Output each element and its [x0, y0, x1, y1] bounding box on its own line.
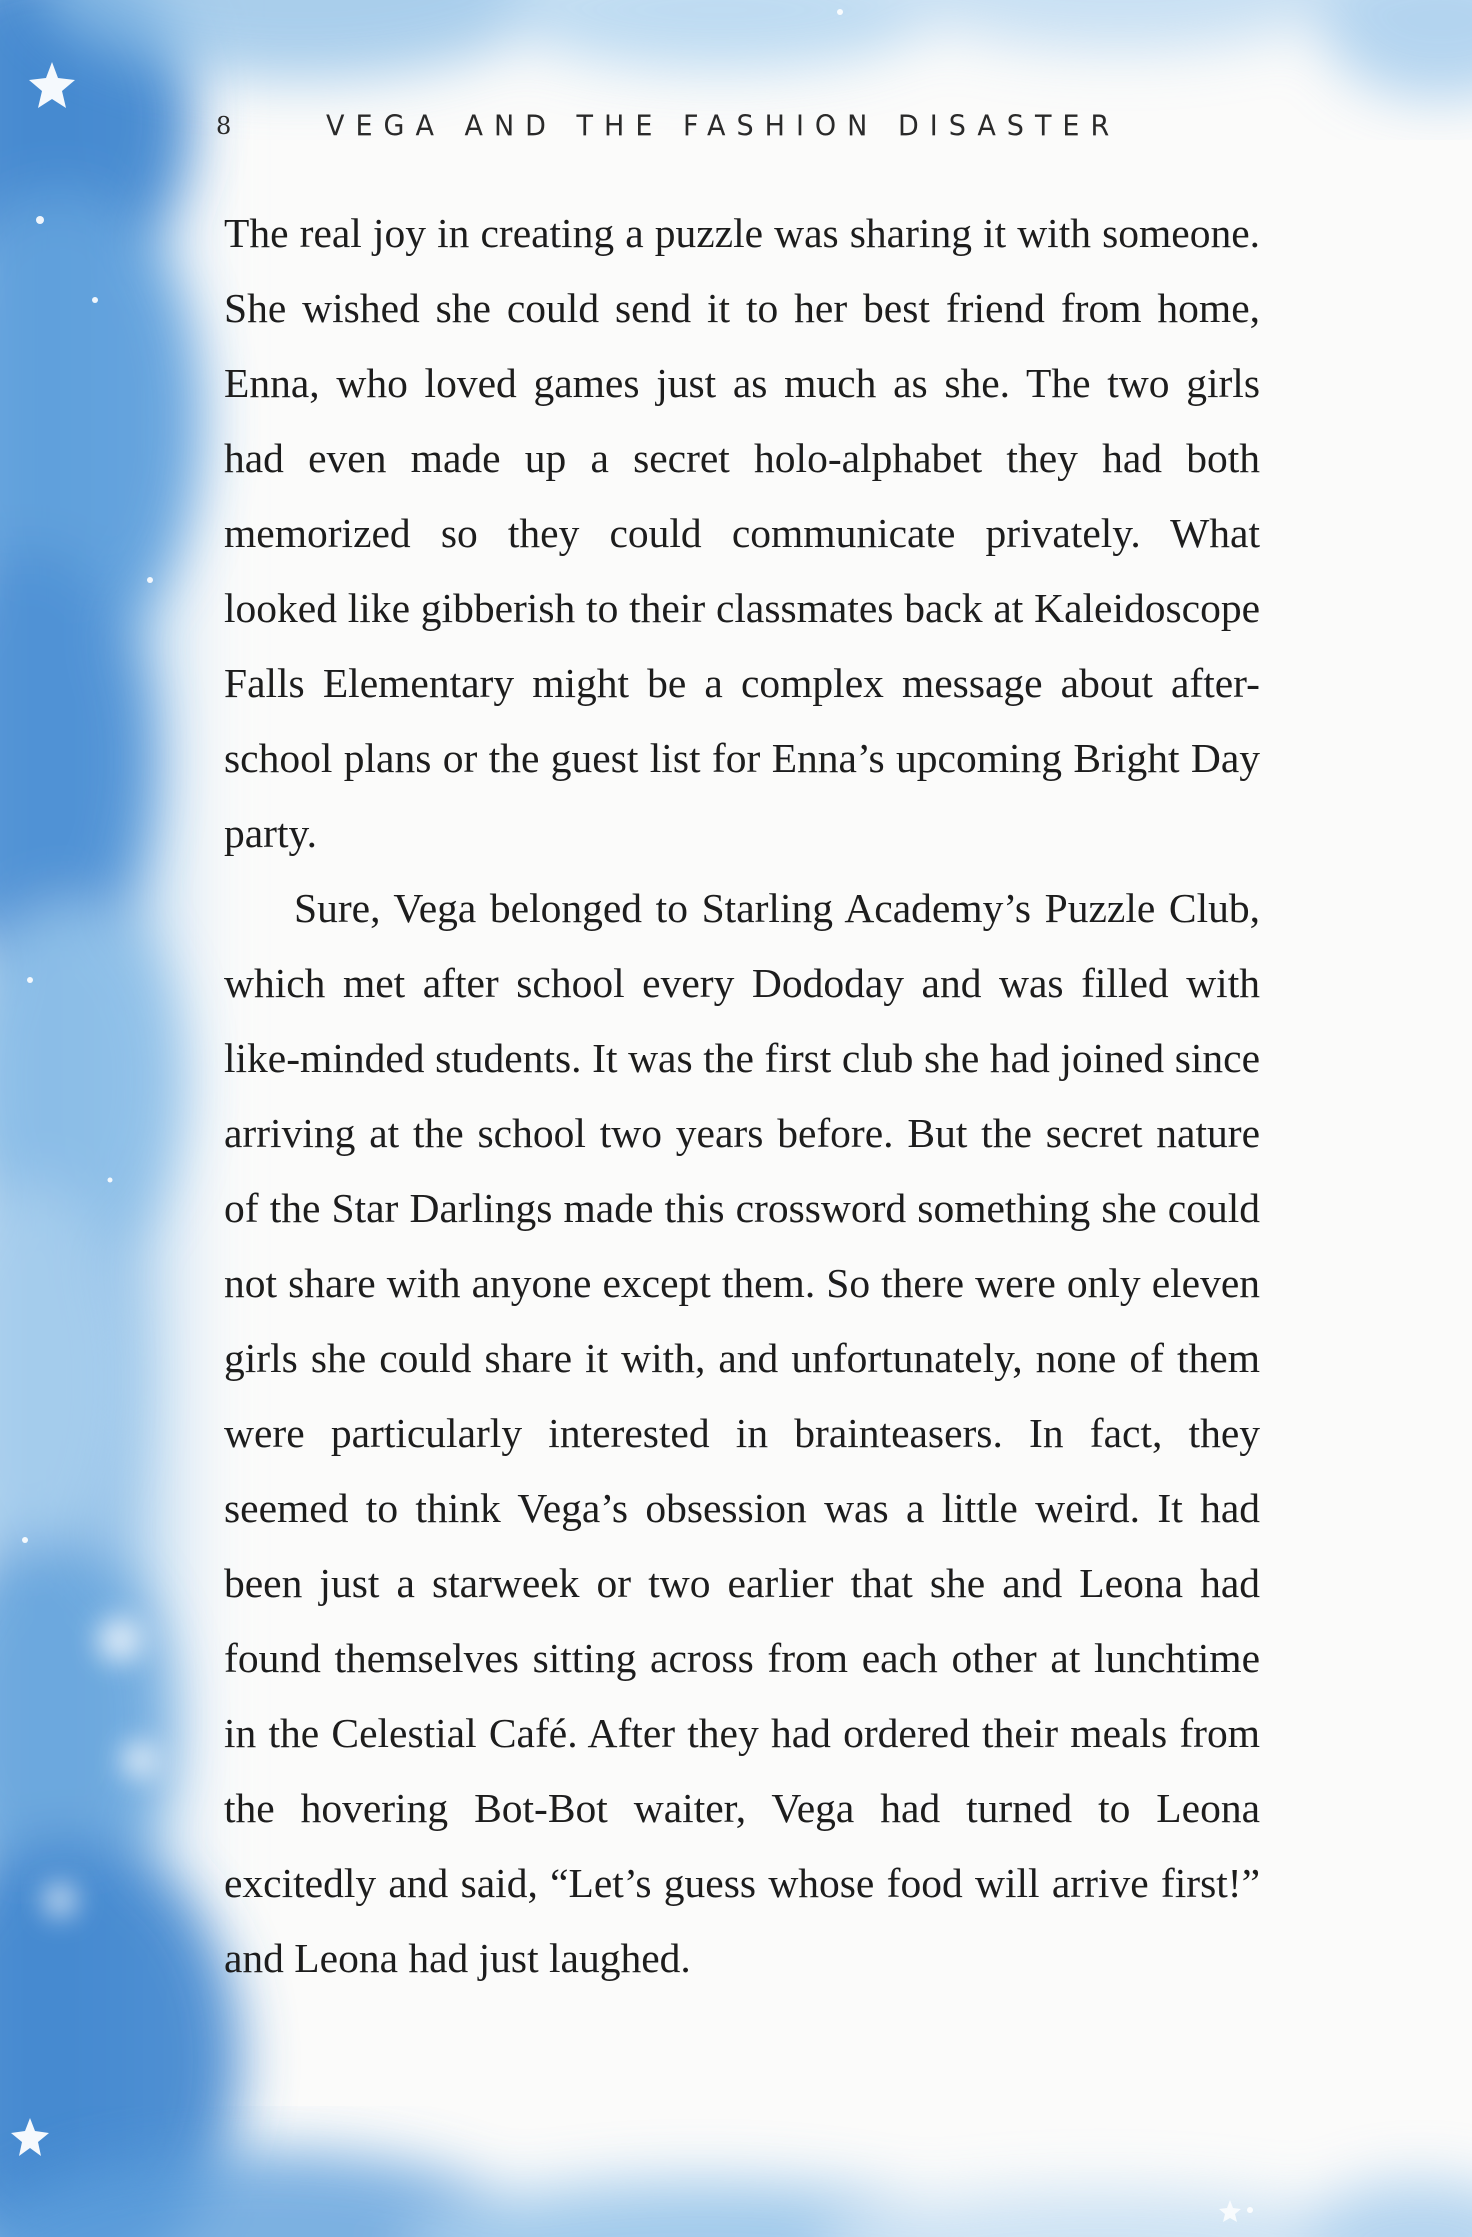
running-title: VEGA AND THE FASHION DISASTER — [326, 109, 1121, 143]
paragraph: The real joy in creating a puzzle was sharing it with someone. She wished she could send it to her best friend from home, Enna, who loved games just as much as she. The two girls had even made up a secret holo-alphabet they had both memorized so they could communicate privately. What looked like gibberish to their classmates back at Kaleidoscope Falls Elementary might be a complex message about after-school plans or the guest list for Enna’s upcoming Bright Day party. — [224, 210, 1260, 856]
body-text — [224, 196, 1260, 1996]
page-header — [216, 106, 1316, 146]
page-number: 8 — [216, 112, 232, 140]
paragraph: Sure, Vega belonged to Starling Academy’s Puzzle Club, which met after school every Dododay and was filled with like-minded students. It was the first club she had joined since arriving at the school two years before. But the secret nature of the Star Darlings made this crossword something she could not share with anyone except them. So there were only eleven girls she could share it with, and unfortunately, none of them were particularly interested in brainteasers. In fact, they seemed to think Vega’s obsession was a little weird. It had been just a starweek or two earlier that she and Leona had found themselves sitting across from each other at lunchtime in the Celestial Café. After they had ordered their meals from the hovering Bot-Bot waiter, Vega had turned to Leona excitedly and said, “Let’s guess whose food will arrive first!” and Leona had just laughed. — [224, 885, 1260, 1981]
